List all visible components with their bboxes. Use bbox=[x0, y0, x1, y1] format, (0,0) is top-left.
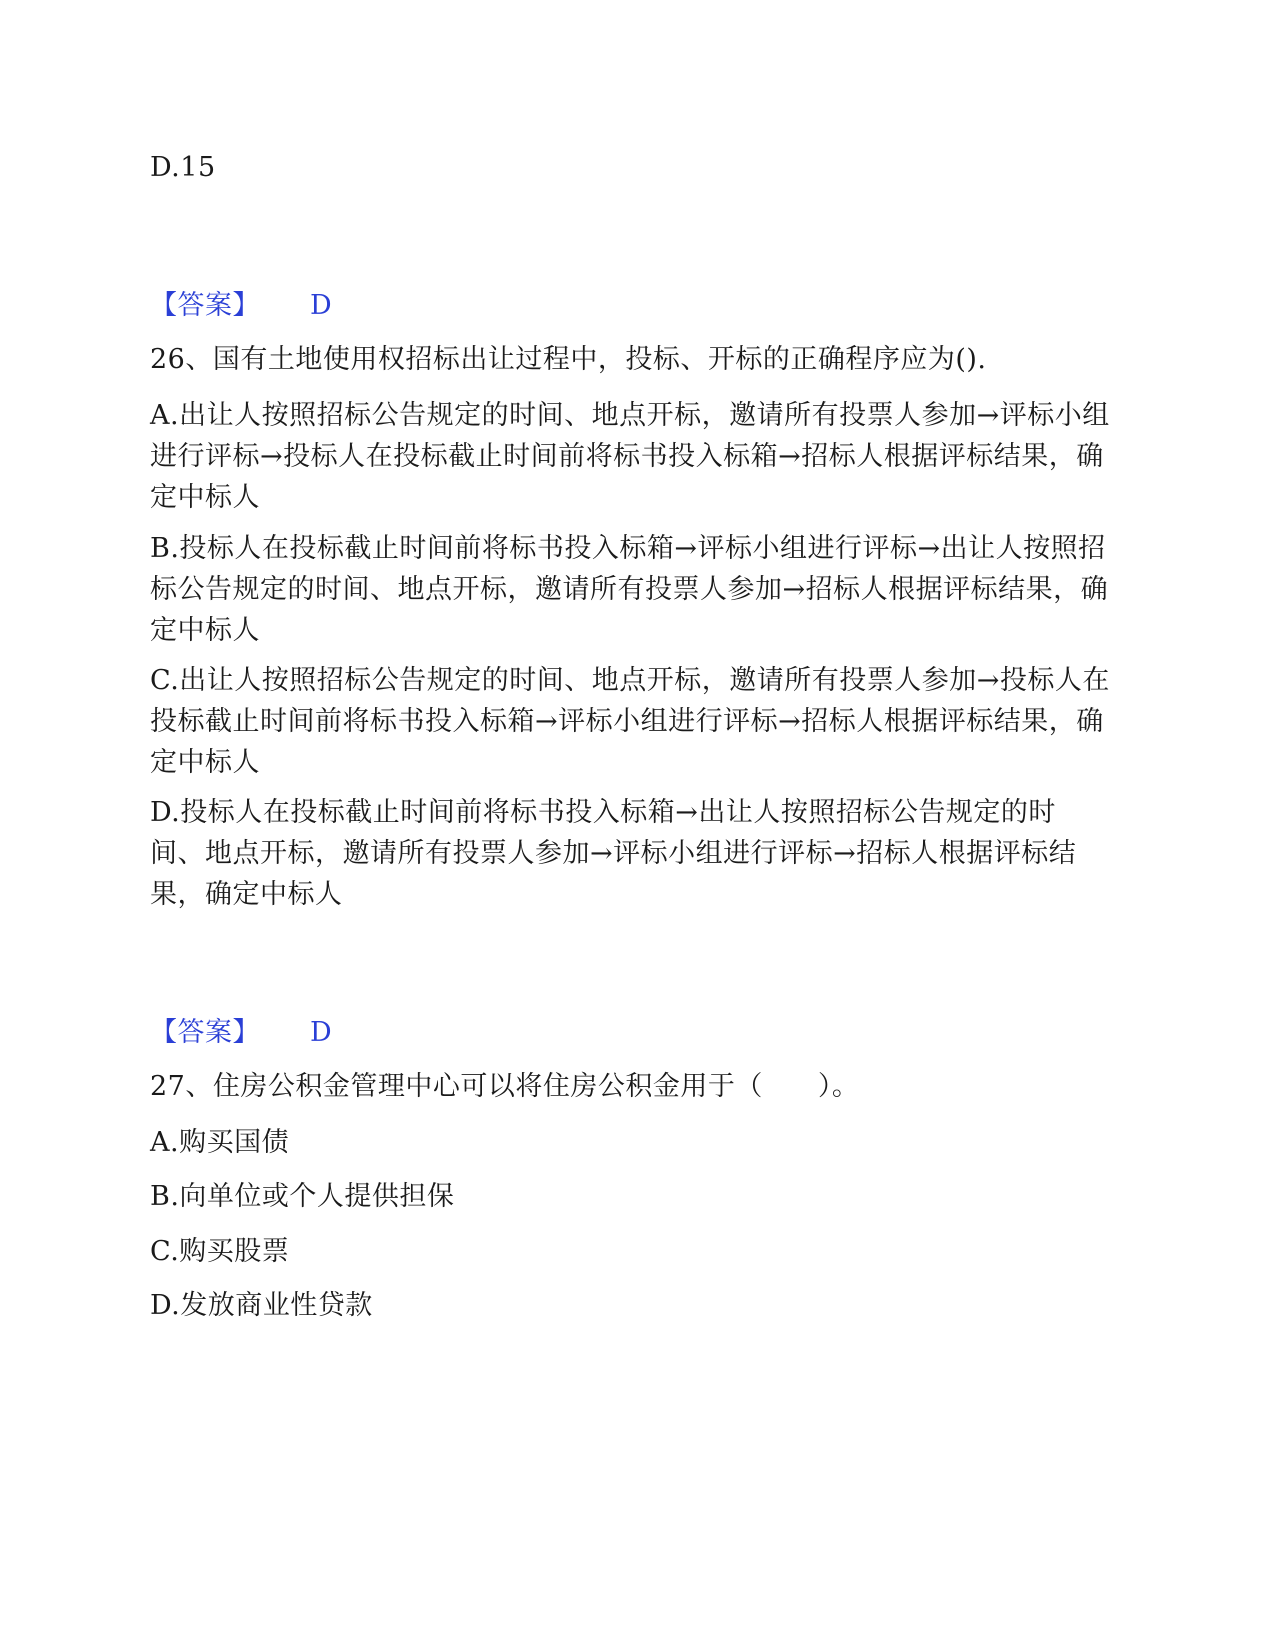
question-26: 26、国有土地使用权招标出让过程中，投标、开标的正确程序应为(). bbox=[150, 344, 987, 375]
q27-option-a: A.购买国债 bbox=[150, 1127, 290, 1158]
option-d-prev: D.15 bbox=[150, 152, 216, 183]
q27-option-b: B.向单位或个人提供担保 bbox=[150, 1181, 455, 1212]
answer-label: 【答案】 bbox=[150, 290, 260, 321]
q26-option-a: A.出让人按照招标公告规定的时间、地点开标，邀请所有投票人参加→评标小组进行评标→投标人在投标截止时间前将标书投入标箱→招标人根据评标结果，确定中标人 bbox=[150, 400, 1110, 513]
q26-option-c: C.出让人按照招标公告规定的时间、地点开标，邀请所有投票人参加→投标人在投标截止时间前将标书投入标箱→评标小组进行评标→招标人根据评标结果，确定中标人 bbox=[150, 665, 1110, 778]
q26-option-b: B.投标人在投标截止时间前将标书投入标箱→评标小组进行评标→出让人按照招标公告规定的时间、地点开标，邀请所有投票人参加→招标人根据评标结果，确定中标人 bbox=[150, 533, 1109, 646]
question-27: 27、住房公积金管理中心可以将住房公积金用于（ ）。 bbox=[150, 1071, 860, 1102]
q27-option-c: C.购买股票 bbox=[150, 1236, 290, 1267]
answer-block bbox=[150, 1013, 332, 1053]
q27-option-d: D.发放商业性贷款 bbox=[150, 1290, 373, 1321]
answer-label: 【答案】 bbox=[150, 1017, 260, 1048]
answer-value: D bbox=[310, 1017, 333, 1048]
answer-value: D bbox=[310, 290, 333, 321]
q26-option-d: D.投标人在投标截止时间前将标书投入标箱→出让人按照招标公告规定的时间、地点开标，邀请所有投票人参加→评标小组进行评标→招标人根据评标结果，确定中标人 bbox=[150, 797, 1077, 910]
answer-block bbox=[150, 286, 332, 326]
